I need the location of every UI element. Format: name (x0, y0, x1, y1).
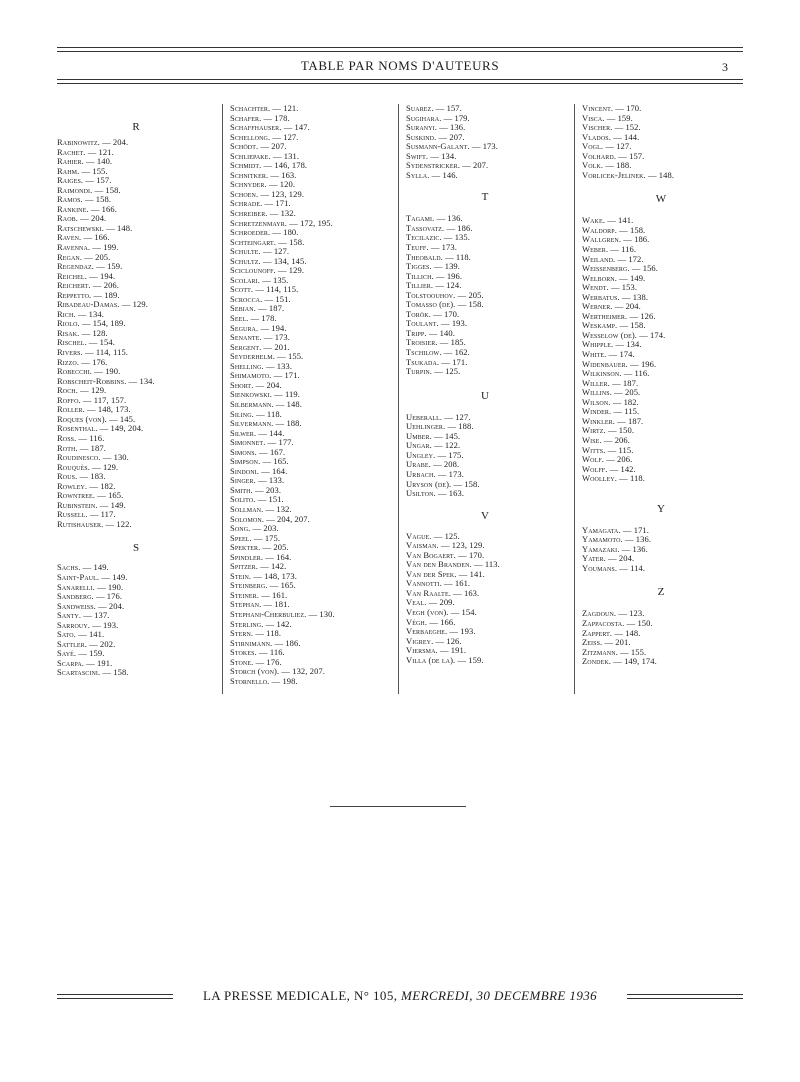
author-entry: Viersma. — 191. (406, 646, 467, 656)
author-entry: Tomasso (de). — 158. (406, 300, 484, 310)
author-entry: Rischel. — 154. (57, 338, 115, 348)
section-letter: Y (657, 502, 665, 515)
author-entry: Schellong. — 127. (230, 132, 299, 142)
author-entry: Yamagata. — 171. (582, 525, 650, 535)
author-entry: Ribadeau-Damas. — 129. (57, 300, 148, 310)
author-entry: Stephan. — 181. (230, 600, 290, 610)
author-entry: Sanarelli. — 190. (57, 582, 124, 592)
author-entry: Schmidt. — 146, 178. (230, 161, 308, 171)
spacer (582, 599, 740, 609)
author-entry: Smith. — 203. (230, 485, 282, 495)
author-entry: Torök. — 170. (406, 309, 460, 319)
author-entry: Sayé. — 159. (57, 649, 105, 659)
author-entry: Steinberg. — 165. (230, 581, 296, 591)
spacer (406, 523, 564, 532)
author-entry: Suranyi. — 136. (406, 123, 466, 133)
author-entry: Sandberg. — 176. (57, 592, 123, 602)
author-entry: Sato. — 141. (57, 630, 105, 640)
footer-journal: LA PRESSE MEDICALE, (202, 988, 351, 1003)
author-entry: Rous. — 183. (57, 472, 106, 482)
author-entry: Rouquès. — 129. (57, 462, 119, 472)
index-column-3 (406, 104, 564, 665)
author-entry: Steiner. — 161. (230, 590, 288, 600)
author-entry: Uryson (de). — 158. (406, 479, 480, 489)
author-entry: Schnyder. — 120. (230, 180, 296, 190)
author-entry: Suskind. — 207. (406, 132, 465, 142)
column-divider (398, 104, 399, 694)
author-entry: Weiland. — 172. (582, 254, 644, 264)
spacer (406, 499, 564, 509)
author-entry: Ungar. — 122. (406, 441, 461, 451)
author-entry: Werner. — 204. (582, 302, 641, 312)
author-entry: Woolley. — 118. (582, 474, 645, 484)
author-entry: Widenbauer. — 196. (582, 359, 657, 369)
author-entry: Turpin. — 125. (406, 367, 461, 377)
author-entry: Ratschewski. — 148. (57, 223, 133, 233)
author-entry: Willer. — 187. (582, 378, 639, 388)
author-entry: Sienkowski. — 119. (230, 390, 300, 400)
spacer (582, 516, 740, 526)
author-entry: Volk. — 188. (582, 161, 632, 171)
author-entry: Short. — 204. (230, 380, 282, 390)
author-entry: Theobald. — 118. (406, 252, 471, 262)
author-entry: Uehlinger. — 188. (406, 422, 474, 432)
footer-divider (330, 806, 466, 807)
author-entry: Schultz. — 134, 145. (230, 256, 307, 266)
author-entry: Schulte. — 127. (230, 247, 290, 257)
author-entry: Seyderhelm. — 155. (230, 352, 304, 362)
author-entry: Schteingart. — 158. (230, 237, 305, 247)
author-entry: Suarez. — 157. (406, 104, 462, 113)
spacer (57, 555, 215, 563)
author-entry: Scott. — 114, 115. (230, 285, 299, 295)
author-entry: Roudinesco. — 130. (57, 453, 129, 463)
author-entry: Waldorp. — 158. (582, 225, 646, 235)
author-entry: Rivers. — 114, 115. (57, 348, 129, 358)
author-entry: Vannotti. — 161. (406, 579, 471, 589)
section-letter: V (481, 509, 489, 522)
author-entry: Roffo. — 117, 157. (57, 395, 127, 405)
author-entry: Vischer. — 152. (582, 123, 641, 133)
author-entry: Simpson. — 165. (230, 457, 289, 467)
author-entry: Van Raalte. — 163. (406, 588, 480, 598)
footer-date: MERCREDI, 30 DECEMBRE 1936 (401, 988, 598, 1003)
author-entry: Rowley. — 182. (57, 481, 116, 491)
author-entry: Risak. — 128. (57, 328, 108, 338)
author-entry: Sydenstricker. — 207. (406, 161, 489, 171)
author-entry: Simonnet. — 177. (230, 438, 294, 448)
author-entry: Rahier. — 140. (57, 157, 113, 167)
author-entry: Urbach. — 173. (406, 469, 464, 479)
author-entry: Seel. — 178. (230, 314, 277, 324)
spacer (57, 104, 215, 120)
author-entry: Wolf. — 206. (582, 455, 633, 465)
author-entry: Zeiss. — 201. (582, 638, 631, 648)
author-entry: Tigges. — 139. (406, 262, 461, 272)
footer (0, 988, 800, 1004)
index-column-2 (230, 104, 388, 686)
author-entry: Ungley. — 175. (406, 450, 464, 460)
author-entry: Regendaz. — 159. (57, 262, 123, 272)
author-entry: Raiges. — 157. (57, 176, 112, 186)
author-entry: Vegh (von). — 154. (406, 607, 477, 617)
author-entry: Santy. — 137. (57, 611, 110, 621)
author-entry: Vigrey. — 126. (406, 636, 462, 646)
author-entry: Welborn. — 149. (582, 273, 646, 283)
author-entry: Reichel. — 194. (57, 271, 116, 281)
author-entry: Spekter. — 205. (230, 543, 289, 553)
author-entry: Vogl. — 127. (582, 142, 632, 152)
author-entry: Schafer. — 178. (230, 113, 290, 123)
author-entry: Stokes. — 116. (230, 648, 285, 658)
page-title: TABLE PAR NOMS D'AUTEURS (300, 58, 500, 73)
author-entry: Weber. — 116. (582, 245, 637, 255)
spacer (582, 206, 740, 216)
author-entry: Vlados. — 144. (582, 132, 640, 142)
author-entry: Zondek. — 149, 174. (582, 657, 657, 667)
author-entry: Singer. — 133. (230, 476, 285, 486)
author-entry: Roques (von). — 145. (57, 414, 136, 424)
author-entry: Swift. — 134. (406, 151, 457, 161)
author-entry: Scarpa. — 191. (57, 658, 113, 668)
author-entry: Susmann-Galant. — 173. (406, 142, 498, 152)
author-entry: Rosenthal. — 149, 204. (57, 424, 144, 434)
author-entry: Rabinowitz. — 204. (57, 138, 129, 147)
author-entry: Tagami. — 136. (406, 214, 463, 224)
index-column-4 (582, 104, 740, 667)
author-entry: Witts. — 115. (582, 445, 634, 455)
author-entry: Weissenberg. — 156. (582, 264, 659, 274)
author-entry: Shelling. — 133. (230, 361, 293, 371)
author-entry: Vague. — 125. (406, 531, 460, 541)
section-letter: U (481, 389, 489, 402)
author-entry: Sarrouy. — 193. (57, 620, 119, 630)
author-entry: Wirtz. — 150. (582, 426, 635, 436)
spacer (406, 180, 564, 190)
author-entry: Yamamoto. — 136. (582, 535, 652, 545)
page-number: 3 (722, 60, 728, 74)
author-entry: Reppetto. — 189. (57, 290, 120, 300)
author-entry: Sindoni. — 164. (230, 466, 288, 476)
author-entry: Wolff. — 142. (582, 464, 636, 474)
author-entry: Tripp. — 140. (406, 328, 455, 338)
author-entry: Solomon. — 204, 207. (230, 514, 310, 524)
author-entry: Wallgren. — 186. (582, 235, 650, 245)
author-entry: Roller. — 148, 173. (57, 405, 131, 415)
author-entry: Schnitker. — 163. (230, 170, 297, 180)
author-entry: Stone. — 176. (230, 657, 282, 667)
author-entry: Van der Spek. — 141. (406, 569, 485, 579)
author-entry: Willins. — 205. (582, 388, 641, 398)
author-entry: Tassovatz. — 186. (406, 223, 473, 233)
author-entry: Yater. — 204. (582, 554, 635, 564)
author-entry: Rahm. — 155. (57, 166, 108, 176)
author-entry: Volhard. — 157. (582, 151, 645, 161)
author-entry: Sollman. — 132. (230, 504, 292, 514)
author-entry: Zappert. — 148. (582, 628, 641, 638)
author-entry: Russell. — 117. (57, 510, 116, 520)
author-entry: Sandweiss. — 204. (57, 601, 125, 611)
footer-issue: N° 105, (354, 988, 398, 1003)
section-letter: Z (657, 586, 665, 599)
author-entry: Simons. — 167. (230, 447, 286, 457)
spacer (582, 484, 740, 502)
author-entry: Robscheit-Robbins. — 134. (57, 376, 155, 386)
author-entry: Raimondi. — 158. (57, 185, 121, 195)
author-entry: Sciclounoff. — 129. (230, 266, 305, 276)
author-entry: Zagdoun. — 123. (582, 609, 645, 619)
author-entry: Wise. — 206. (582, 435, 630, 445)
author-entry: Werbatus. — 138. (582, 292, 649, 302)
author-entry: Storch (von). — 132, 207. (230, 667, 325, 677)
author-entry: Ueberall. — 127. (406, 412, 471, 422)
author-entry: Shimamoto. — 171. (230, 371, 300, 381)
spacer (406, 403, 564, 413)
author-entry: Rankine. — 166. (57, 204, 117, 214)
section-letter: R (132, 121, 140, 133)
author-entry: Végh. — 166. (406, 617, 456, 627)
spacer (406, 377, 564, 389)
author-entry: Teuff. — 173. (406, 243, 457, 253)
spacer (582, 573, 740, 585)
author-entry: Song. — 203. (230, 524, 279, 534)
author-entry: Ramos. — 158. (57, 195, 112, 205)
spacer (582, 180, 740, 192)
author-entry: Sylla. — 146. (406, 170, 458, 180)
author-entry: Villa (de la). — 159. (406, 655, 484, 665)
author-entry: Winkler. — 187. (582, 416, 644, 426)
author-entry: Veal. — 209. (406, 598, 455, 608)
author-entry: Schödt. — 207. (230, 142, 287, 152)
author-entry: Rich. — 134. (57, 309, 104, 319)
author-entry: Vincent. — 170. (582, 104, 642, 113)
author-entry: Weskamp. — 158. (582, 321, 646, 331)
author-entry: Wendt. — 153. (582, 283, 638, 293)
index-column-1 (57, 104, 215, 678)
author-entry: Visca. — 159. (582, 113, 633, 123)
author-entry: Van den Branden. — 113. (406, 560, 500, 570)
author-entry: Usilton. — 163. (406, 489, 465, 499)
author-entry: Robecchi. — 190. (57, 367, 121, 377)
author-entry: Senante. — 173. (230, 333, 290, 343)
author-entry: Schachter. — 121. (230, 104, 299, 113)
section-letter: W (655, 193, 667, 206)
author-entry: Tschilow. — 162. (406, 348, 470, 358)
author-entry: Winder. — 115. (582, 407, 640, 417)
author-entry: Troisier. — 185. (406, 338, 466, 348)
author-entry: Raob. — 204. (57, 214, 107, 224)
author-entry: Roth. — 187. (57, 443, 106, 453)
author-entry: Rutishauser. — 122. (57, 519, 132, 529)
author-entry: Schoen. — 123, 129. (230, 189, 305, 199)
author-entry: White. — 174. (582, 350, 635, 360)
author-entry: Schaffhauser. — 147. (230, 123, 310, 133)
author-entry: Sugihara. — 179. (406, 113, 470, 123)
spacer (57, 529, 215, 541)
author-entry: Tecilazic. — 135. (406, 233, 470, 243)
column-divider (574, 104, 575, 694)
author-entry: Saint-Paul. — 149. (57, 572, 128, 582)
author-entry: Silbermann. — 148. (230, 399, 302, 409)
author-entry: Ravenna. — 199. (57, 243, 119, 253)
author-entry: Scartascini. — 158. (57, 668, 129, 678)
author-entry: Stern. — 118. (230, 629, 282, 639)
author-entry: Reichert. — 206. (57, 281, 119, 291)
author-entry: Roch. — 129. (57, 386, 107, 396)
author-entry: Vaisman. — 123, 129. (406, 541, 485, 551)
author-entry: Zitzmann. — 155. (582, 647, 647, 657)
author-entry: Stein. — 148, 173. (230, 571, 297, 581)
header-rule-top (57, 47, 743, 52)
author-entry: Van Bogaert. — 170. (406, 550, 485, 560)
author-entry: Zappacosta. — 150. (582, 618, 653, 628)
author-entry: Whipple. — 134. (582, 340, 642, 350)
author-entry: Wesselow (de). — 174. (582, 330, 666, 340)
author-entry: Rowntree. — 165. (57, 491, 124, 501)
author-entry: Raven. — 166. (57, 233, 110, 243)
author-entry: Schliepake. — 131. (230, 151, 300, 161)
author-entry: Regan. — 205. (57, 252, 111, 262)
author-entry: Sachs. — 149. (57, 563, 109, 573)
author-entry: Verbaeghe. — 193. (406, 627, 476, 637)
author-entry: Schrade. — 171. (230, 199, 291, 209)
author-entry: Vorlicek-Jelinek. — 148. (582, 170, 675, 180)
author-entry: Solito. — 151. (230, 495, 284, 505)
author-entry: Spindler. — 164. (230, 552, 292, 562)
author-entry: Urabe. — 208. (406, 460, 460, 470)
author-entry: Wertheimer. — 126. (582, 311, 656, 321)
author-entry: Sterling. — 142. (230, 619, 292, 629)
author-entry: Schroeder. — 180. (230, 228, 299, 238)
author-entry: Schreiber. — 132. (230, 209, 296, 219)
author-entry: Tillich. — 196. (406, 271, 463, 281)
author-entry: Wake. — 141. (582, 216, 634, 226)
author-entry: Stornello. — 198. (230, 676, 298, 686)
author-entry: Silwer. — 144. (230, 428, 285, 438)
author-entry: Scolari. — 135. (230, 275, 289, 285)
author-entry: Schretzenmayr. — 172, 195. (230, 218, 333, 228)
author-entry: Youmans. — 114. (582, 563, 646, 573)
author-entry: Silvermann. — 188. (230, 419, 302, 429)
author-entry: Segura. — 194. (230, 323, 287, 333)
author-entry: Umber. — 145. (406, 431, 461, 441)
author-entry: Stirnimann. — 186. (230, 638, 301, 648)
author-entry: Speel. — 175. (230, 533, 281, 543)
author-entry: Wilson. — 182. (582, 397, 639, 407)
section-letter: S (132, 542, 140, 555)
author-entry: Tillier. — 124. (406, 281, 462, 291)
author-entry: Tolstoouhov. — 205. (406, 290, 484, 300)
author-entry: Tsukada. — 171. (406, 357, 468, 367)
author-entry: Spitzer. — 142. (230, 562, 287, 572)
author-entry: Rizzo. — 176. (57, 357, 108, 367)
header-rule-bottom (57, 79, 743, 84)
author-entry: Scrocca. — 151. (230, 294, 291, 304)
author-entry: Riolo. — 154, 189. (57, 319, 126, 329)
author-entry: Stephani-Cherbuliez. — 130. (230, 609, 335, 619)
spacer (406, 204, 564, 214)
author-entry: Sergent. — 201. (230, 342, 290, 352)
author-entry: Rubinstein. — 149. (57, 500, 126, 510)
author-entry: Toulant. — 193. (406, 319, 468, 329)
column-divider (222, 104, 223, 694)
author-entry: Rachet. — 121. (57, 147, 114, 157)
section-letter: T (481, 191, 489, 204)
author-entry: Ross. — 116. (57, 433, 105, 443)
author-entry: Yamazaki. — 136. (582, 544, 648, 554)
author-entry: Wilkinson. — 116. (582, 369, 650, 379)
author-entry: Sattler. — 202. (57, 639, 116, 649)
author-entry: Siling. — 118. (230, 409, 282, 419)
author-entry: Sebian. — 187. (230, 304, 285, 314)
